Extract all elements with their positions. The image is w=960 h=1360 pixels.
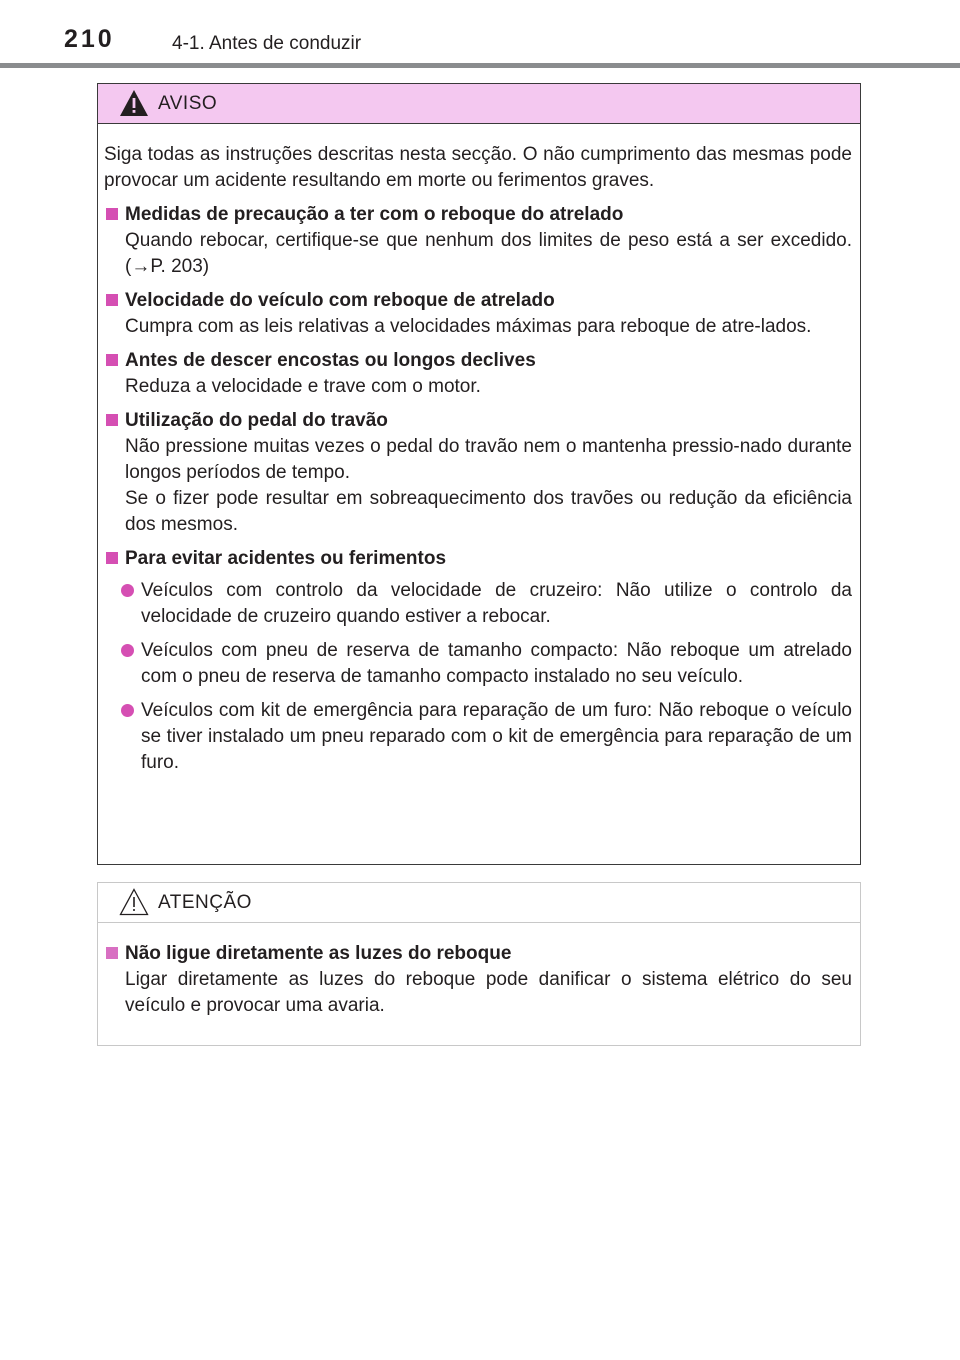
square-bullet-icon [106,294,118,306]
caution-triangle-icon [119,888,149,916]
page-header [0,0,960,70]
warning-intro: Siga todas as instruções descritas nesta secção. O não cumprimento das mesmas pode provocar um acidente resultando em morte ou ferimentos graves. [104,144,852,191]
bullet-text: Veículos com controlo da velocidade de cruzeiro: Não utilize o controlo da velocidade de cruzeiro quando estiver a rebocar. [141,580,852,627]
header-rule [0,63,960,68]
square-bullet-icon [106,947,118,959]
bullet-text: Veículos com kit de emergência para reparação de um furo: Não reboque o veículo se tiver instalado um pneu reparado com o kit de emergência para reparação de um furo. [141,700,852,773]
warning-item-title: Para evitar acidentes ou ferimentos [125,548,447,569]
bullet-text: Veículos com pneu de reserva de tamanho compacto: Não reboque um atrelado com o pneu de reserva de tamanho compacto instalado no seu veículo. [141,640,852,687]
caution-box [97,882,861,1046]
warning-item-text: Não pressione muitas vezes o pedal do travão nem o mantenha pressio-nado durante longos períodos de tempo. [125,436,852,483]
page-number: 210 [64,25,115,53]
list-item [104,578,852,630]
caution-label: ATENÇÃO [158,892,252,913]
caution-item [104,941,852,1019]
warning-item [104,348,852,400]
warning-label: AVISO [158,93,218,114]
circle-bullet-icon [121,644,134,657]
warning-item-title: Medidas de precaução a ter com o reboque do atrelado [125,204,624,225]
warning-item-title: Antes de descer encostas ou longos declives [125,350,536,371]
square-bullet-icon [106,414,118,426]
warning-item-text: Cumpra com as leis relativas a velocidades máximas para reboque de atre-lados. [125,316,812,337]
warning-item-text: Reduza a velocidade e trave com o motor. [125,376,481,397]
square-bullet-icon [106,208,118,220]
warning-item-title: Velocidade do veículo com reboque de atrelado [125,290,555,311]
list-item [104,638,852,690]
warning-item [104,202,852,280]
warning-item [104,288,852,340]
warning-item [104,408,852,538]
square-bullet-icon [106,552,118,564]
list-item [104,698,852,776]
circle-bullet-icon [121,584,134,597]
caution-body [98,923,860,1019]
warning-item-text: Se o fizer pode resultar em sobreaquecimento dos travões ou redução da eficiência dos mesmos. [125,488,852,535]
warning-item-text: Quando rebocar, certifique-se que nenhum dos limites de peso está a ser excedido. (→P. 203) [125,230,852,277]
warning-header [98,84,860,124]
warning-body [98,124,860,776]
section-title: 4-1. Antes de conduzir [172,33,362,54]
caution-item-text: Ligar diretamente as luzes do reboque pode danificar o sistema elétrico do seu veículo e provocar uma avaria. [125,969,852,1016]
warning-item-title: Utilização do pedal do travão [125,410,388,431]
warning-box [97,83,861,865]
square-bullet-icon [106,354,118,366]
caution-header [98,883,860,923]
warning-item [104,546,852,776]
circle-bullet-icon [121,704,134,717]
warning-triangle-icon [119,89,149,117]
caution-item-title: Não ligue diretamente as luzes do reboque [125,943,512,964]
